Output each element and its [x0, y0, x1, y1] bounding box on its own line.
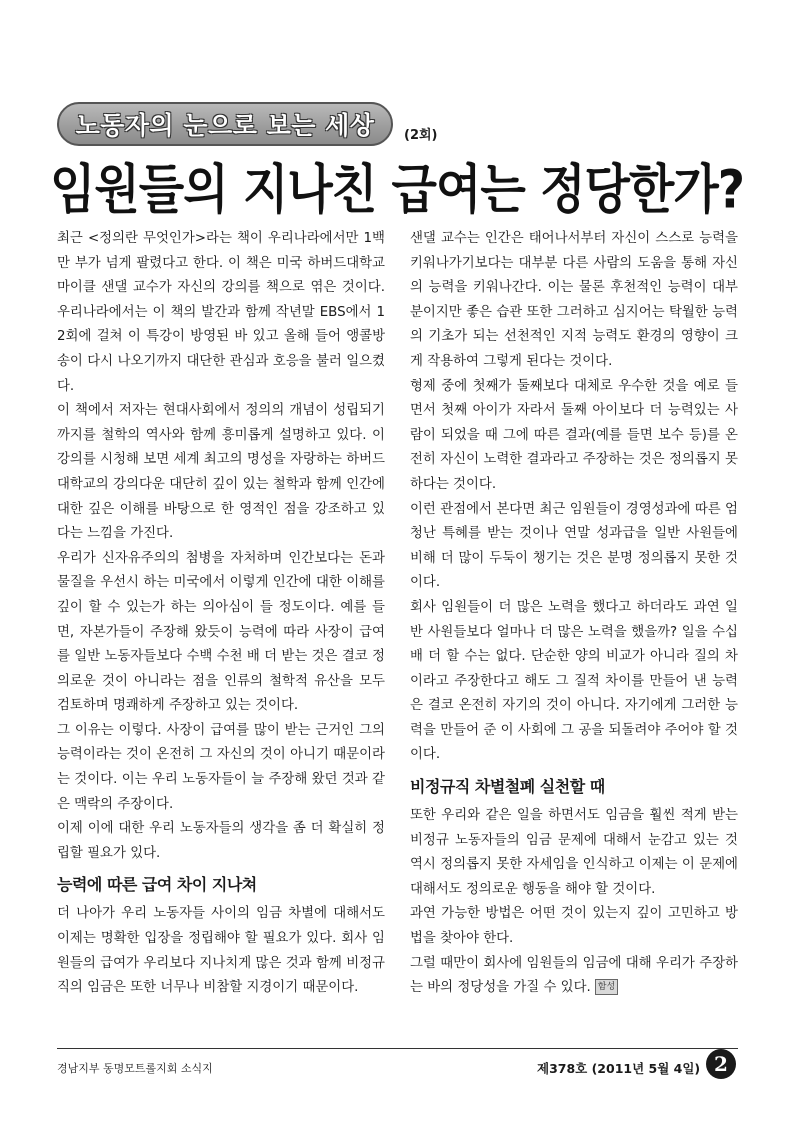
issue-info: 제378호 (2011년 5월 4일) — [537, 1061, 701, 1076]
publication-name: 경남지부 동명모트롤지회 소식지 — [57, 1062, 213, 1075]
section-heading: 능력에 따른 급여 차이 지나쳐 — [57, 875, 257, 895]
footer-divider — [57, 1048, 738, 1049]
page-number: 2 — [706, 1049, 736, 1079]
article-paragraph: 최근 <정의란 무엇인가>라는 책이 우리나라에서만 1백만 부가 넘게 팔렸다고 한다. 이 책은 미국 하버드대학교 마이클 샌댈 교수가 자신의 강의를 책으로 엮은 것이다. 우리나라에서는 이 책의 발간과 함께 작년말 EBS에서 12회에 걸쳐 이 특강이 방영된 바 있고 올해 들어 앵콜방송이 다시 나오기까지 대단한 관심과 호응을 불러 일으켰다. — [57, 231, 385, 394]
left-column — [57, 227, 385, 1001]
series-title: 노동자의 눈으로 보는 세상 — [75, 111, 375, 140]
right-column — [410, 227, 738, 1001]
episode-label: (2회) — [404, 128, 438, 143]
article-paragraph: 더 나아가 우리 노동자들 사이의 임금 차별에 대해서도 이제는 명확한 입장을 정립해야 할 필요가 있다. 회사 임원들의 급여가 우리보다 지나치게 많은 것과 함께 비정규직의 임금은 또한 너무나 비참할 지경이기 때문이다. — [57, 906, 385, 996]
article-paragraph: 형제 중에 첫째가 둘째보다 대체로 우수한 것을 예로 들면서 첫째 아이가 자라서 둘째 아이보다 더 능력있는 사람이 되었을 때 그에 따른 결과(예를 들면 보수 등)를 온전히 자신이 노력한 결과라고 주장하는 것은 정의롭지 못하다는 것이다. — [410, 378, 738, 492]
article-paragraph: 또한 우리와 같은 일을 하면서도 임금을 훨씬 적게 받는 비정규 노동자들의 임금 문제에 대해서 눈감고 있는 것 역시 정의롭지 못한 자세임을 인식하고 이제는 이 문제에 대해서도 정의로운 행동을 해야 할 것이다. — [410, 808, 738, 897]
article-paragraph: 이 책에서 저자는 현대사회에서 정의의 개념이 성립되기까지를 철학의 역사와 함께 흥미롭게 설명하고 있다. 이 강의를 시청해 보면 세계 최고의 명성을 자랑하는 하버드대학교의 강의다운 대단히 깊이 있는 철학과 함께 인간에 대한 깊은 이해를 바탕으로 한 영적인 점을 강조하고 있다는 느낌을 가진다. — [57, 403, 385, 542]
article-paragraph: 이런 관점에서 본다면 최근 임원들이 경영성과에 따른 엄청난 특혜를 받는 것이나 연말 성과급을 일반 사원들에 비해 더 많이 두둑이 챙기는 것은 분명 정의롭지 못한 것이다. — [410, 501, 738, 591]
article-paragraph: 그 이유는 이렇다. 사장이 급여를 많이 받는 근거인 그의 능력이라는 것이 온전히 그 자신의 것이 아니기 때문이라는 것이다. 이는 우리 노동자들이 늘 주장해 왔던 것과 같은 맥락의 주장이다. — [57, 722, 385, 812]
headline-container — [40, 150, 754, 220]
series-banner — [57, 102, 393, 146]
closing-text: 그럴 때만이 회사에 임원들의 임금에 대해 우리가 주장하는 바의 정당성을 가질 수 있다. — [410, 955, 738, 996]
author-stamp: 함성 — [595, 979, 618, 995]
closing-paragraph — [410, 952, 738, 1001]
section-heading: 비정규직 차별철폐 실천할 때 — [410, 777, 605, 797]
article-paragraph: 샌댈 교수는 인간은 태어나서부터 자신이 스스로 능력을 키워나가기보다는 대부분 다른 사람의 도움을 통해 자신의 능력을 키워나간다. 이는 물론 후천적인 능력이 대부분이지만 좋은 습관 또한 그러하고 심지어는 탁월한 능력의 기초가 되는 선천적인 지적 능력도 환경의 영향이 크게 작용하여 그렇게 된다는 것이다. — [410, 231, 738, 369]
article-paragraph: 과연 가능한 방법은 어떤 것이 있는지 깊이 고민하고 방법을 찾아야 한다. — [410, 906, 738, 947]
article-paragraph: 우리가 신자유주의의 첨병을 자처하며 인간보다는 돈과 물질을 우선시 하는 미국에서 이렇게 인간에 대한 이해를 깊이 할 수 있는가 하는 의아심이 들 정도이다. 예를 들면, 자본가들이 주장해 왔듯이 능력에 따라 사장이 급여를 일반 노동자들보다 수백 수천 배 더 받는 것은 결코 정의로운 것이 아니라는 점을 인류의 철학적 유산을 모두 검토하며 명쾌하게 주장하고 있는 것이다. — [57, 550, 385, 714]
article-paragraph: 이제 이에 대한 우리 노동자들의 생각을 좀 더 확실히 정립할 필요가 있다. — [57, 821, 385, 861]
headline: 임원들의 지나친 급여는 정당한가? — [50, 158, 744, 221]
article-paragraph: 회사 임원들이 더 많은 노력을 했다고 하더라도 과연 일반 사원들보다 얼마나 더 많은 노력을 했을까? 일을 수십 배 더 할 수는 없다. 단순한 양의 비교가 아니라 질의 차이라고 주장한다고 해도 그 질적 차이를 만들어 낸 능력은 결코 온전히 자기의 것이 아니다. 자기에게 그러한 능력을 만들어 준 이 사회에 그 공을 되돌려야 주어야 할 것이다. — [410, 599, 738, 763]
